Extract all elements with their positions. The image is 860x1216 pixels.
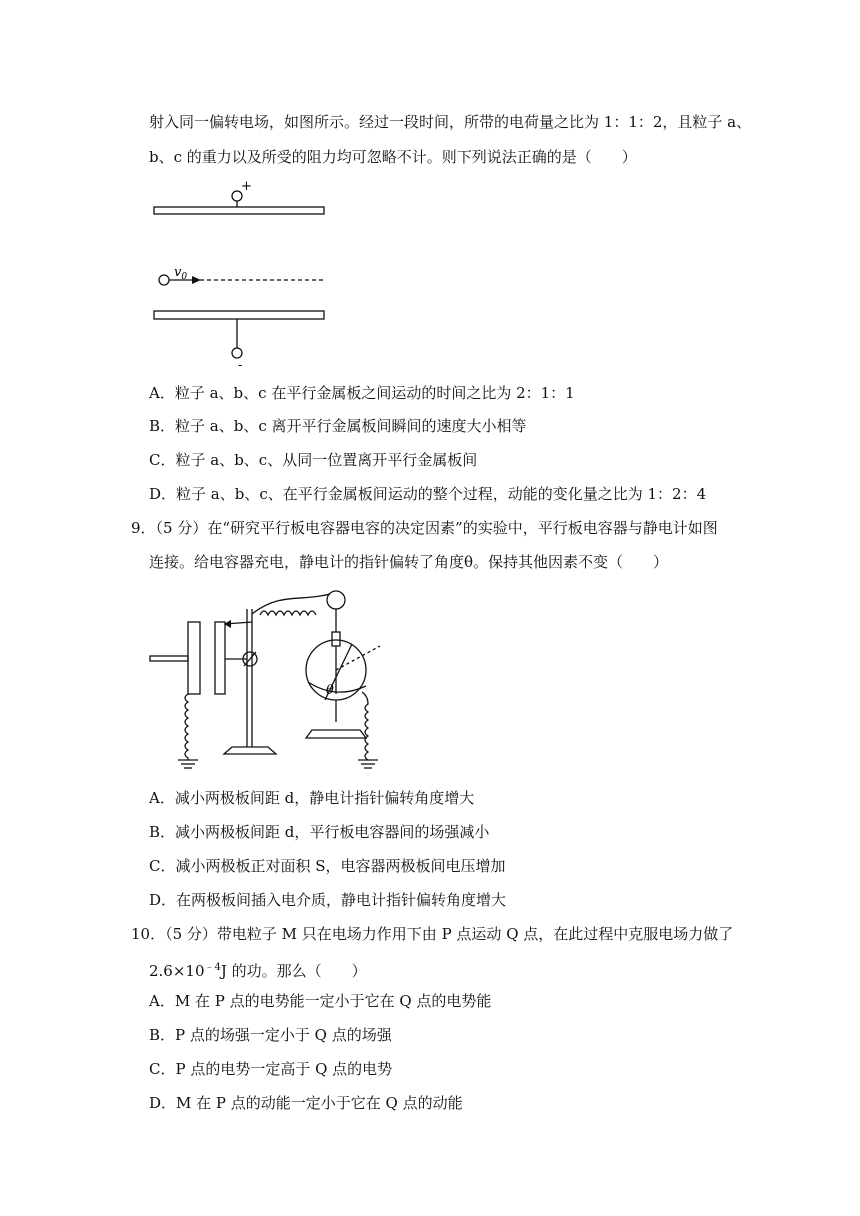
stand-base-left [224, 747, 276, 754]
q8-option-b: B．粒子 a、b、c 离开平行金属板间瞬间的速度大小相等 [149, 417, 527, 435]
connecting-wire-top [260, 611, 316, 615]
rod-left [150, 656, 188, 661]
ground-coil-left [185, 694, 188, 760]
bottom-plate [154, 311, 324, 319]
velocity-subscript: 0 [181, 272, 188, 282]
particle-entry-point [159, 275, 169, 285]
q10-option-b: B．P 点的场强一定小于 Q 点的场强 [149, 1026, 392, 1044]
q10-option-a: A．M 在 P 点的电势能一定小于它在 Q 点的电势能 [149, 992, 492, 1010]
q8-intro-line-1: 射入同一偏转电场，如图所示。经过一段时间，所带的电荷量之比为 1：1：2，且粒子 a、 [149, 113, 752, 131]
q10-stem-line-1: 10．（5 分）带电粒子 M 只在电场力作用下由 P 点运动 Q 点，在此过程中克服电场力做了 [131, 925, 734, 943]
electroscope-knob [327, 591, 345, 609]
plus-sign: + [241, 179, 252, 194]
stand-base-right [306, 730, 366, 738]
negative-terminal [232, 348, 242, 358]
q10-option-c: C．P 点的电势一定高于 Q 点的电势 [149, 1060, 393, 1078]
q10-stem-line-2 [149, 958, 367, 981]
velocity-arrowhead [192, 276, 201, 284]
q10-work-value: 2.6×10 [149, 962, 205, 980]
q8-option-d: D．粒子 a、b、c、在平行金属板间运动的整个过程，动能的变化量之比为 1：2：4 [149, 485, 707, 503]
q8-option-c: C．粒子 a、b、c、从同一位置离开平行金属板间 [149, 451, 478, 469]
theta-label: θ [326, 683, 334, 698]
deflection-field-figure [140, 178, 340, 372]
q9-option-d: D．在两极板间插入电介质，静电计指针偏转角度增大 [149, 891, 507, 909]
top-plate [154, 207, 324, 214]
q9-stem-line-2: 连接。给电容器充电，静电计的指针偏转了角度θ。保持其他因素不变（ ） [149, 553, 669, 571]
q8-option-a: A．粒子 a、b、c 在平行金属板之间运动的时间之比为 2：1：1 [149, 384, 575, 402]
q10-work-exponent: ﹣4 [204, 962, 221, 973]
q8-intro-line-2: b、c 的重力以及所受的阻力均可忽略不计。则下列说法正确的是（ ） [149, 148, 637, 166]
velocity-label: v [174, 265, 182, 280]
q9-option-b: B．减小两极板间距 d，平行板电容器间的场强减小 [149, 823, 490, 841]
q10-stem-tail: J 的功。那么（ ） [220, 962, 367, 980]
capacitor-plate-left [188, 622, 200, 694]
q9-option-a: A．减小两极板间距 d，静电计指针偏转角度增大 [149, 789, 475, 807]
ground-coil-right [362, 692, 368, 760]
minus-sign: - [238, 358, 243, 372]
capacitor-electroscope-figure [140, 582, 440, 782]
svg-text:v0 [174, 265, 187, 282]
q9-stem-line-1: 9．（5 分）在“研究平行板电容器电容的决定因素”的实验中，平行板电容器与静电计如图 [131, 519, 718, 537]
capacitor-plate-right [215, 622, 225, 694]
q10-option-d: D．M 在 P 点的动能一定小于它在 Q 点的动能 [149, 1094, 463, 1112]
q9-option-c: C．减小两极板正对面积 S，电容器两极板间电压增加 [149, 857, 506, 875]
